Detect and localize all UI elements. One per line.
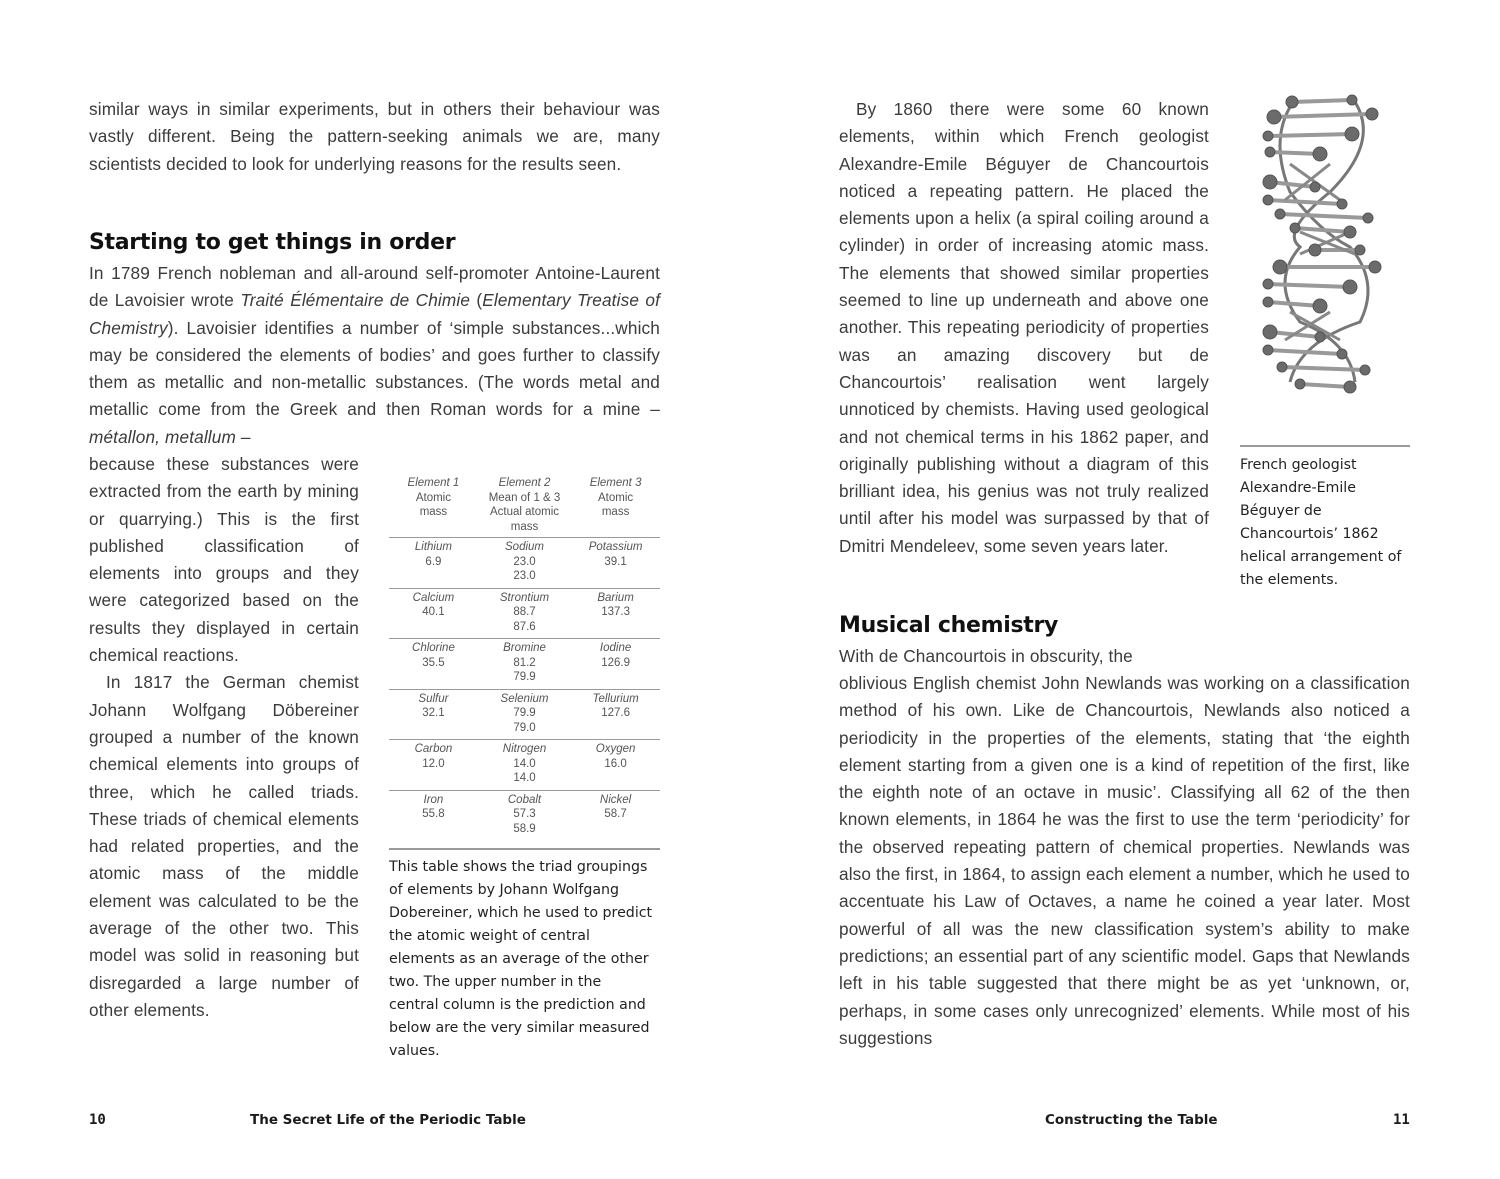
newlands-paragraph	[839, 670, 1410, 1052]
cell-element-2	[478, 742, 571, 786]
predicted-mass: 57.3	[513, 808, 536, 820]
predicted-mass: 23.0	[513, 555, 536, 568]
element-name: Sodium	[505, 541, 544, 553]
element-name: Nitrogen	[502, 743, 547, 755]
text-run: –	[235, 426, 251, 447]
actual-mass: 87.6	[513, 620, 536, 633]
cell-element-1	[389, 591, 478, 635]
atomic-mass: 12.0	[422, 757, 445, 770]
element-name: Tellurium	[592, 692, 639, 705]
cell-element-3	[571, 540, 660, 584]
opening-paragraph-text: similar ways in similar experiments, but in others their behaviour was vastly different. Being the pattern-seeking animals we are, many scientists decided to look for underlying reasons for the results seen.	[89, 99, 660, 174]
predicted-mass: 88.7	[513, 606, 536, 618]
header-element-3	[571, 476, 660, 534]
atomic-mass: 127.6	[601, 707, 630, 719]
page-number-left: 10	[89, 1112, 106, 1128]
atomic-mass: 137.3	[601, 606, 630, 618]
header-name: Element 2	[498, 477, 551, 489]
table-row	[389, 589, 660, 640]
table-row	[389, 791, 660, 851]
header-sub: Actual atomic	[489, 506, 560, 518]
header-sub: Mean of 1 & 3	[488, 491, 561, 504]
actual-mass: 58.9	[513, 822, 536, 835]
header-name: Element 3	[589, 477, 642, 489]
element-name: Cobalt	[507, 793, 542, 806]
cell-element-2	[478, 591, 571, 635]
lavoisier-paragraph-continued: because these substances were extracted from the earth by mining or quarrying.) This is the first published classification of elements into groups and they were categorized based on the results they displayed in certain chemical reactions.	[89, 454, 359, 666]
running-title-left: The Secret Life of the Periodic Table	[250, 1112, 526, 1128]
caption-divider	[1240, 445, 1410, 447]
cell-element-2	[478, 692, 571, 736]
predicted-mass: 81.2	[513, 656, 536, 669]
element-name: Iron	[423, 793, 444, 806]
atomic-mass: 6.9	[425, 555, 442, 568]
atomic-mass: 16.0	[604, 757, 627, 770]
cell-element-1	[389, 742, 478, 786]
element-name: Sulfur	[418, 692, 449, 705]
page-number-right: 11	[1393, 1112, 1410, 1128]
cell-element-3	[571, 641, 660, 685]
predicted-mass: 79.9	[513, 707, 536, 719]
atomic-mass: 39.1	[604, 555, 627, 568]
lavoisier-paragraph	[89, 260, 660, 451]
atomic-mass: 55.8	[422, 808, 445, 820]
newlands-paragraph-text: oblivious English chemist John Newlands was working on a classification method of his own. Like de Chancourtois, Newlands also noticed a periodicity in the properties of the elements, stating that ‘the eighth element starting from a given one is a kind of repetition of the first, like the eighth note of an octave in music’. Classifying all 62 of the then known elements, in 1864 he was the first to use the term ‘periodicity’ for the observed repeating pattern of chemical properties. Newlands was also the first, in 1864, to assign each element a number, which he used to accentuate his Law of Octaves, a name he coined a year later. Most powerful of all was the new classification system’s ability to make predictions; an essential part of any scientific model. Gaps that Newlands left in his table suggested that there might be as yet ‘unknown, or, perhaps, in some cases only unrecognized’ elements. While most of his suggestions	[839, 673, 1410, 1048]
cell-element-1	[389, 641, 478, 685]
table-caption: This table shows the triad groupings of elements by Johann Wolfgang Dobereiner, which he used to predict the atomic weight of central elements as an average of the other two. The upper number in the central column is the prediction and below are the very similar measured values.	[389, 859, 653, 1059]
header-sub: mass	[601, 506, 630, 518]
cell-element-3	[571, 591, 660, 635]
element-name: Barium	[597, 591, 634, 604]
atomic-mass: 32.1	[422, 707, 445, 719]
narrow-column	[89, 451, 359, 1024]
predicted-mass: 14.0	[513, 757, 536, 770]
element-name: Selenium	[500, 692, 549, 705]
newlands-first-line: With de Chancourtois in obscurity, the	[839, 646, 1133, 666]
text-run: In 1789 French nobleman and all-around self-promoter Antoine-Laurent de Lavoisier wrote	[89, 263, 660, 311]
cell-element-3	[571, 692, 660, 736]
element-name: Oxygen	[595, 743, 636, 755]
opening-paragraph	[89, 96, 660, 178]
text-run: ). Lavoisier identifies a number of ‘simple substances...which may be considered the elements of bodies’ and goes further to classify them as metallic and non-metallic substances. (The words metal and metallic come from the Greek and then Roman words for a mine –	[89, 317, 660, 420]
right-page	[750, 0, 1500, 1179]
chancourtois-paragraph-text: By 1860 there were some 60 known elements, within which French geologist Alexandre-Emile Béguyer de Chancourtois noticed a repeating pattern. He placed the elements upon a helix (a spiral coiling around a cylinder) in order of increasing atomic mass. The elements that showed similar properties seemed to line up underneath and above one another. This repeating periodicity of properties was an amazing discovery but de Chancourtois’ realisation went largely unnoticed by chemists. Having used geological and not chemical terms in his 1862 paper, and originally publishing without a diagram of this brilliant idea, his genius was not truly realized until after his model was surpassed by that of Dmitri Mendeleev, some seven years later.	[839, 99, 1209, 556]
element-name: Iodine	[599, 642, 632, 654]
cell-element-1	[389, 793, 478, 837]
cell-element-1	[389, 692, 478, 736]
header-sub: Atomic	[598, 491, 634, 504]
section-heading-musical: Musical chemistry	[839, 613, 1059, 638]
table-row	[389, 639, 660, 690]
text-run: (	[470, 290, 483, 311]
helix-illustration	[1260, 82, 1390, 402]
header-sub: mass	[419, 506, 448, 518]
element-name: Strontium	[499, 591, 550, 604]
element-name: Lithium	[414, 541, 452, 553]
element-name: Carbon	[414, 743, 453, 755]
book-title-french: Traité Élémentaire de Chimie	[240, 290, 471, 311]
triad-table	[389, 474, 660, 1063]
table-row	[389, 538, 660, 589]
element-name: Nickel	[599, 793, 632, 806]
header-element-1	[389, 476, 478, 534]
element-name: Calcium	[412, 591, 455, 604]
dobereiner-paragraph: In 1817 the German chemist Johann Wolfgang Döbereiner grouped a number of the known chemical elements into groups of three, which he called triads. These triads of chemical elements had related properties, and the atomic mass of the middle element was calculated to be the average of the other two. This model was solid in reasoning but disregarded a large number of other elements.	[89, 672, 359, 1020]
atomic-mass: 126.9	[601, 656, 630, 669]
cell-element-2	[478, 641, 571, 685]
cell-element-2	[478, 793, 571, 837]
lavoisier-paragraph-text	[89, 260, 660, 451]
table-row	[389, 740, 660, 791]
atomic-mass: 40.1	[422, 606, 445, 618]
table-header-row	[389, 474, 660, 538]
cell-element-1	[389, 540, 478, 584]
element-name: Bromine	[503, 642, 546, 654]
helix-caption: French geologist Alexandre-Emile Béguyer de Chancourtois’ 1862 helical arrangement of the elements.	[1240, 457, 1402, 588]
newlands-paragraph-first-line	[839, 643, 1209, 670]
element-name: Chlorine	[412, 642, 455, 654]
table-row	[389, 690, 660, 741]
book-title-english: Elementary Treatise of Chemistry	[89, 290, 660, 338]
section-heading-order: Starting to get things in order	[89, 230, 456, 255]
actual-mass: 79.0	[513, 721, 536, 734]
cell-element-2	[478, 540, 571, 584]
header-element-2	[478, 476, 571, 534]
running-title-right: Constructing the Table	[1045, 1112, 1218, 1128]
actual-mass: 79.9	[513, 671, 536, 683]
actual-mass: 23.0	[513, 570, 536, 582]
latin-words: métallon, metallum	[89, 426, 236, 447]
header-name: Element 1	[407, 477, 460, 489]
element-name: Potassium	[588, 541, 643, 553]
cell-element-3	[571, 793, 660, 837]
cell-element-3	[571, 742, 660, 786]
header-sub: Atomic	[415, 491, 451, 504]
atomic-mass: 35.5	[422, 656, 445, 669]
atomic-mass: 58.7	[604, 808, 627, 820]
header-sub: mass	[510, 520, 539, 533]
chancourtois-paragraph	[839, 96, 1209, 560]
actual-mass: 14.0	[513, 772, 536, 784]
